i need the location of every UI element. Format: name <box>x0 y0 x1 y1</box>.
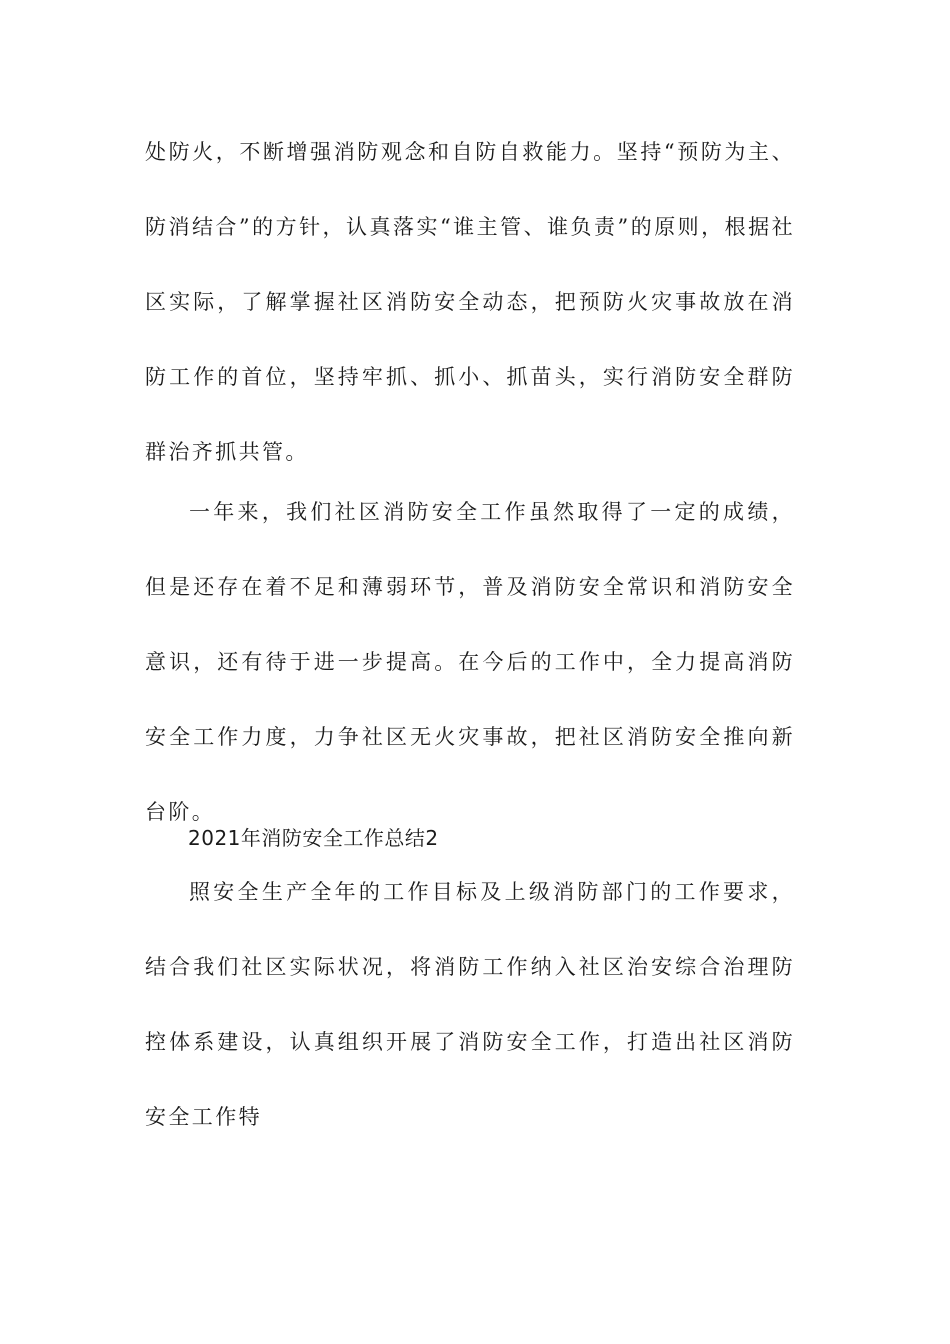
paragraph-fire-prevention: 处防火，不断增强消防观念和自防自救能力。坚持“预防为主、防消结合”的方针，认真落实“谁主管、谁负责”的原则，根据社区实际，了解掌握社区消防安全动态，把预防火灾事故放在消防工作的首位，坚持牢抓、抓小、抓苗头，实行消防安全群防群治齐抓共管。 <box>145 140 795 464</box>
section-heading: 2021年消防安全工作总结2 <box>188 826 439 850</box>
paragraph-work-goals: 照安全生产全年的工作目标及上级消防部门的工作要求，结合我们社区实际状况，将消防工作纳入社区治安综合治理防控体系建设，认真组织开展了消防安全工作，打造出社区消防安全工作特 <box>145 880 795 1129</box>
paragraph-year-review: 一年来，我们社区消防安全工作虽然取得了一定的成绩，但是还存在着不足和薄弱环节，普及消防安全常识和消防安全意识，还有待于进一步提高。在今后的工作中，全力提高消防安全工作力度，力争社区无火灾事故，把社区消防安全推向新台阶。 <box>145 500 795 824</box>
